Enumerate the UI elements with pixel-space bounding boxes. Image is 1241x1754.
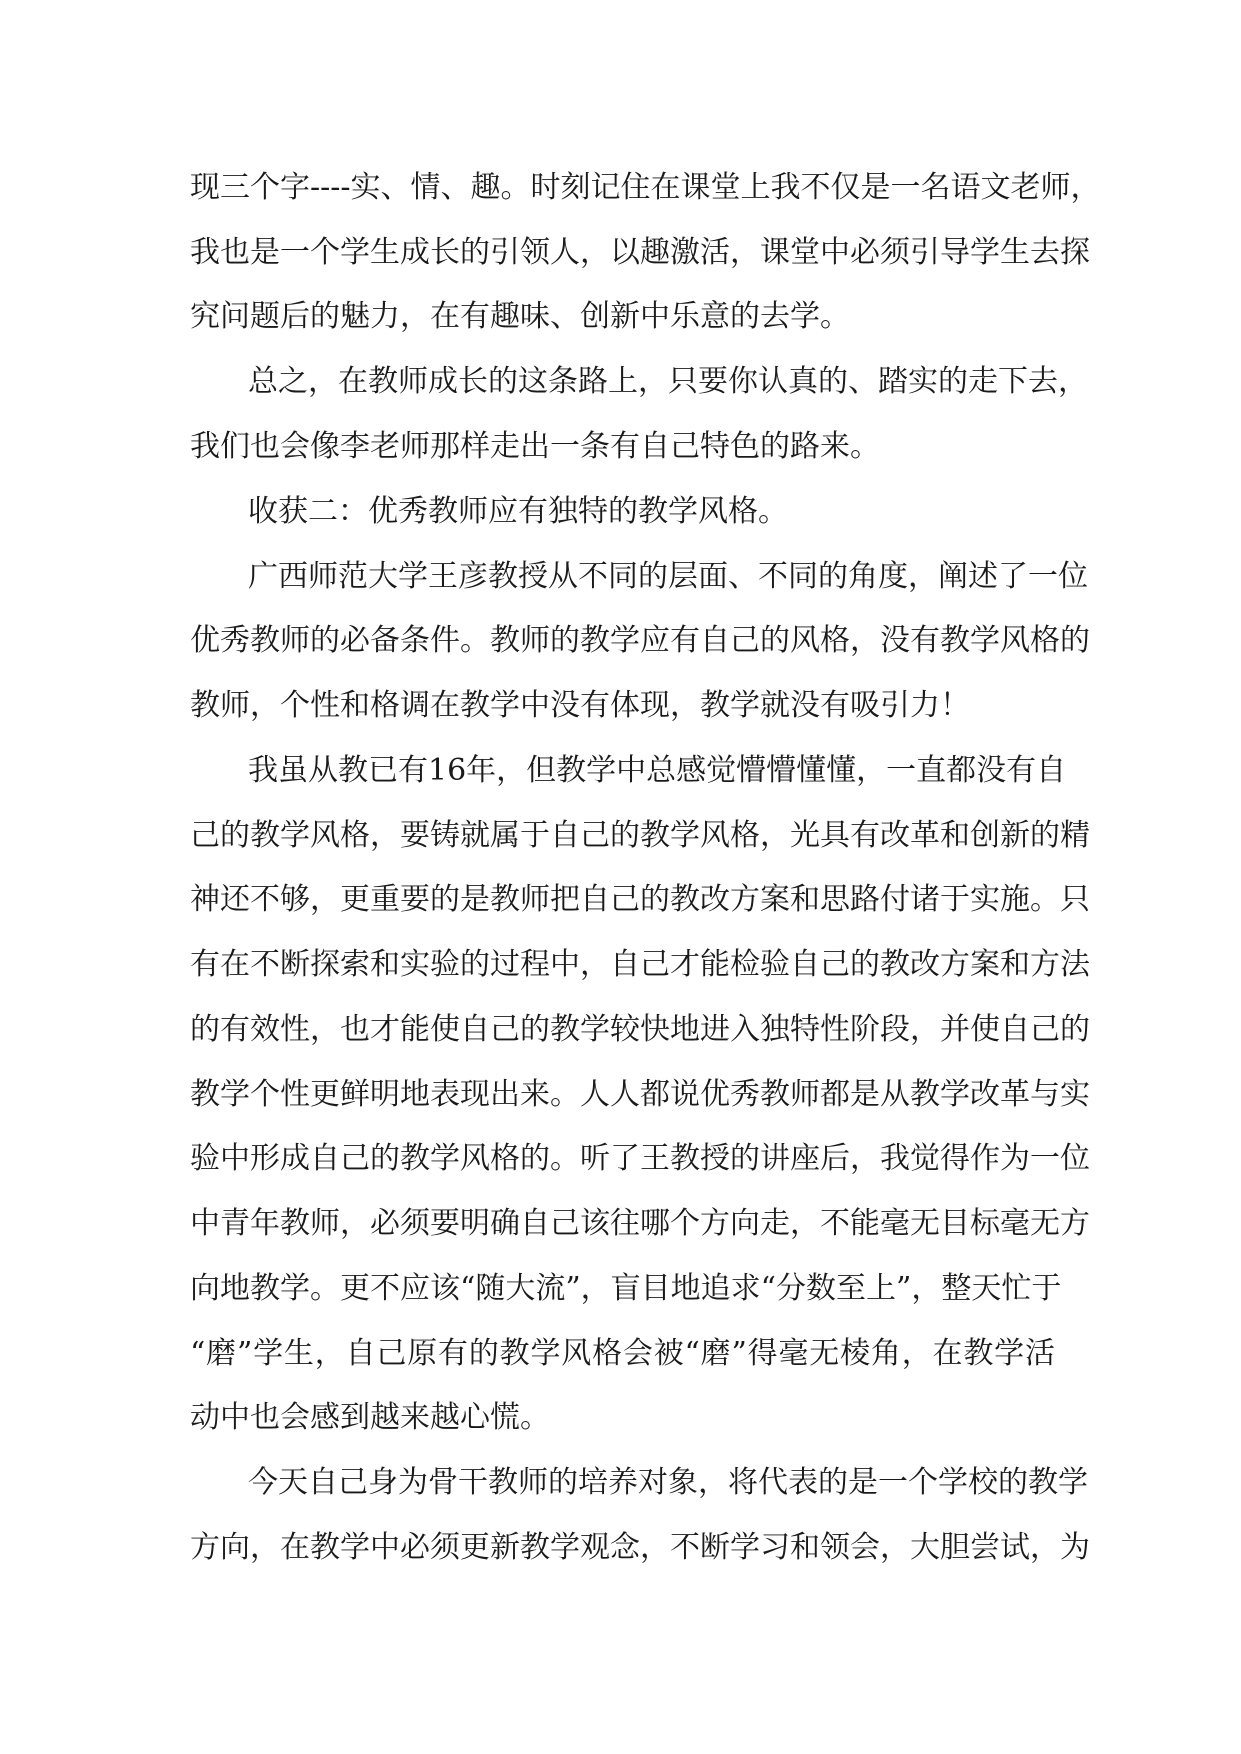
paragraph-first-line: 今天自己身为骨干教师的培养对象，将代表的是一个学校的教学 [248, 1465, 1088, 1500]
text-line: 现三个字----实、情、趣。时刻记住在课堂上我不仅是一名语文老师， [190, 170, 1101, 205]
paragraph-first-line: 广西师范大学王彦教授从不同的层面、不同的角度，阐述了一位 [248, 559, 1088, 594]
text-line: 中青年教师，必须要明确自己该往哪个方向走，不能毫无目标毫无方 [190, 1206, 1090, 1241]
text-line: 教师，个性和格调在教学中没有体现，教学就没有吸引力！ [190, 688, 970, 723]
text-line: 动中也会感到越来越心慌。 [190, 1400, 550, 1435]
text-line: 优秀教师的必备条件。教师的教学应有自己的风格，没有教学风格的 [190, 623, 1090, 658]
text-line: 的有效性，也才能使自己的教学较快地进入独特性阶段，并使自己的 [190, 1012, 1090, 1047]
text-line: 向地教学。更不应该“随大流”，盲目地追求“分数至上”，整天忙于 [190, 1271, 1062, 1306]
text-line: 己的教学风格，要铸就属于自己的教学风格，光具有改革和创新的精 [190, 818, 1090, 853]
paragraph-first-line: 总之，在教师成长的这条路上，只要你认真的、踏实的走下去， [248, 364, 1088, 399]
text-line: 教学个性更鲜明地表现出来。人人都说优秀教师都是从教学改革与实 [190, 1077, 1090, 1112]
text-line: 验中形成自己的教学风格的。听了王教授的讲座后，我觉得作为一位 [190, 1141, 1090, 1176]
text-line: 神还不够，更重要的是教师把自己的教改方案和思路付诸于实施。只 [190, 882, 1090, 917]
text-line: “磨”学生，自己原有的教学风格会被“磨”得毫无棱角，在教学活 [190, 1336, 1055, 1371]
text-line: 我们也会像李老师那样走出一条有自己特色的路来。 [190, 429, 880, 464]
section-heading: 收获二：优秀教师应有独特的教学风格。 [248, 494, 788, 529]
text-line: 有在不断探索和实验的过程中，自己才能检验自己的教改方案和方法 [190, 947, 1090, 982]
text-line: 我也是一个学生成长的引领人，以趣激活，课堂中必须引导学生去探 [190, 235, 1090, 270]
text-line: 方向，在教学中必须更新教学观念，不断学习和领会，大胆尝试，为 [190, 1530, 1090, 1565]
paragraph-first-line: 我虽从教已有16年，但教学中总感觉懵懵懂懂，一直都没有自 [248, 753, 1067, 788]
text-line: 究问题后的魅力，在有趣味、创新中乐意的去学。 [190, 299, 850, 334]
